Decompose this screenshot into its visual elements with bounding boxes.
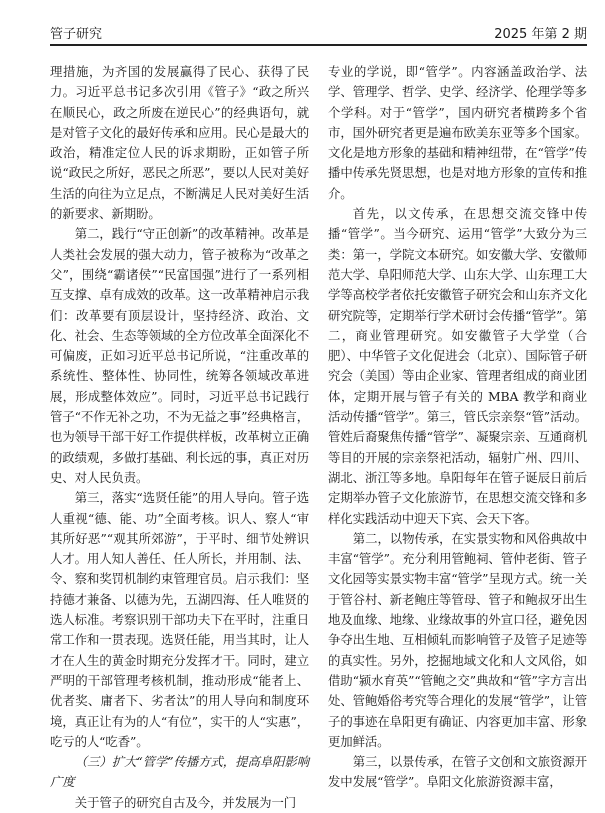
paragraph: 专业的学说，即“管学”。内容涵盖政治学、法学、管理学、哲学、史学、经济学、伦理学等多个学科。对于“管学”，国内研究者横跨多个省市，国外研究者更是遍布欧美东亚等多个国家。文化是地方形象的基础和精神纽带，在“管学”传播中传承先贤思想，也是对地方形象的宣传和推介。 <box>328 64 587 201</box>
left-column <box>50 62 309 813</box>
right-column <box>328 62 587 793</box>
header-divider <box>50 44 587 46</box>
paragraph: 首先，以文传承，在思想交流交锋中传播“管学”。当今研究、运用“管学”大致分为三类：第一，学院文本研究。如安徽大学、安徽师范大学、阜阳师范大学、山东大学、山东理工大学等高校学者依托安徽管子研究会和山东齐文化研究院等，定期举行学术研讨会传播“管学”。第二，商业管理研究。如安徽管子大学堂（合肥）、中华管子文化促进会（北京）、国际管子研究会（美国）等由企业家、管理者组成的商业团体，定期开展与管子有关的 MBA 教学和商业活动传播“管学”。第三，管氏宗亲祭“管”活动。管姓后裔聚焦传播“管学”、凝聚宗亲、互通商机等目的开展的宗亲祭祀活动，辐射广州、四川、湖北、浙江等多地。阜阳每年在管子诞辰日前后定期举办管子文化旅游节，在思想交流交锋和多样化实践活动中迎天下宾、会天下客。 <box>328 206 587 526</box>
issue-label: 2025 年第 2 期 <box>494 27 587 42</box>
journal-title: 管子研究 <box>50 27 103 42</box>
paragraph: 理措施，为齐国的发展赢得了民心、获得了民力。习近平总书记多次引用《管子》“政之所兴在顺民心，政之所废在逆民心”的经典语句，就是对管子文化的最好传承和应用。民心是最大的政治，精准定位人民的诉求期盼，正如管子所说“政民之所好，恶民之所恶”，要以人民对美好生活的向往为立足点，不断满足人民对美好生活的新要求、新期盼。 <box>50 64 309 222</box>
paragraph: 第二，践行“守正创新”的改革精神。改革是人类社会发展的强大动力，管子被称为“改革之父”，围绕“霸诸侯”“民富国强”进行了一系列相互支撑、卓有成效的改革。这一改革精神启示我们：改革要有顶层设计，坚持经济、政治、文化、社会、生态等领域的全方位改革全面深化不可偏废，正如习近平总书记所说，“注重改革的系统性、整体性、协同性，统筹各领域改革进展，形成整体效应”。同时，习近平总书记践行管子“不作无补之功，不为无益之事”经典格言，也为领导干部干好工作提供样板，改革树立正确的政绩观，多做打基础、利长远的事，真正对历史、对人民负责。 <box>50 226 309 485</box>
section-heading: （三）扩大“管学”传播方式，提高阜阳影响广度 <box>50 754 309 790</box>
paragraph: 第三，落实“选贤任能”的用人导向。管子选人重视“德、能、功”全面考核。识人、察人“审其所好恶”“观其所郊游”，于平时、细节处辨识人才。用人知人善任、任人所长，并用制、法、令、察和奖罚机制约束管理官员。启示我们：坚持德才兼备、以德为先，五湖四海、任人唯贤的选人标准。考察识别干部功夫下在平时，注重日常工作和一贯表现。选贤任能，用当其时，让人才在人生的黄金时期充分发挥才干。同时，建立严明的干部管理考核机制，推动形成“能者上、优者奖、庸者下、劣者汰”的用人导向和制度环境，真正让有为的人“有位”，实干的人“实惠”，吃亏的人“吃香”。 <box>50 490 309 749</box>
paragraph: 第三，以景传承，在管子文创和文旅资源开发中发展“管学”。阜阳文化旅游资源丰富， <box>328 754 587 790</box>
paragraph: 第二，以物传承，在实景实物和风俗典故中丰富“管学”。充分利用管鲍祠、管仲老街、管子文化园等实景实物丰富“管学”呈现方式。统一关于管谷村、新老鲍庄等管母、管子和鲍叔牙出生地及血缘、地缘、业缘故事的外宣口径，避免因争夺出生地、互相倾轧而影响管子及管子足迹等的真实性。另外，挖掘地域文化和人文风俗，如借助“颍水育英”“管鲍之交”典故和“管”字方言出处、管鲍婚俗考究等合理化的发展“管学”，让管子的事迹在阜阳更有确证、内容更加丰富、形象更加鲜活。 <box>328 530 587 749</box>
running-header <box>50 20 587 42</box>
paragraph: 关于管子的研究自古及今，并发展为一门 <box>74 794 297 810</box>
